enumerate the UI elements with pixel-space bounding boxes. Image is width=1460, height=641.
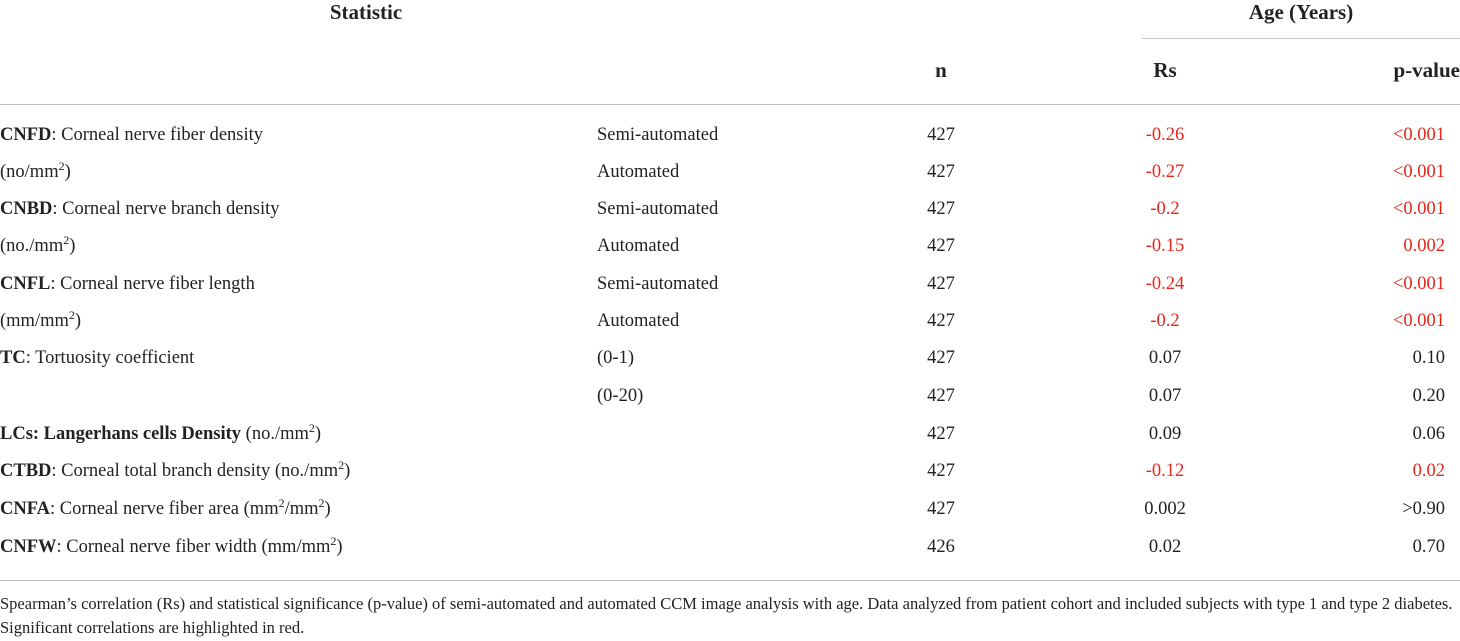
table-footnote: Spearman’s correlation (Rs) and statistical significance (p-value) of semi-automated and automated CCM image analysis with age. Data analyzed from patient cohort and included subjects with type 1 and type 2 diabetes. Significant correlations are highlighted in red. — [0, 594, 1453, 637]
unit-close: ) — [64, 162, 71, 182]
unit-superscript: 2 — [308, 421, 315, 435]
n-cell: 427 — [927, 348, 955, 368]
rs-cell: 0.02 — [1148, 537, 1182, 557]
rs-cell: -0.15 — [1145, 236, 1185, 256]
statistic-desc: : Corneal total branch density (no./mm — [51, 461, 339, 481]
unit-superscript: 2 — [63, 233, 70, 247]
p-value-cell: 0.06 — [1412, 424, 1445, 444]
method-cell: (0-20) — [597, 386, 644, 406]
statistic-abbr: CNBD — [0, 199, 53, 219]
header-p-value: p-value — [1393, 58, 1460, 82]
p-value-cell: 0.002 — [1403, 236, 1445, 256]
unit-superscript: 2 — [68, 308, 75, 322]
statistic-desc: : Corneal nerve fiber density — [51, 125, 264, 145]
statistic-desc: : Corneal nerve fiber length — [50, 274, 255, 294]
statistic-label — [0, 496, 331, 520]
header-divider — [0, 104, 1460, 105]
p-value-cell: >0.90 — [1402, 499, 1445, 519]
n-cell: 427 — [927, 199, 955, 219]
n-cell: 427 — [927, 125, 955, 145]
p-value-cell: 0.10 — [1412, 348, 1445, 368]
statistic-label — [0, 348, 194, 369]
table-row — [0, 348, 1460, 385]
method-cell: Semi-automated — [597, 125, 719, 145]
n-cell: 427 — [927, 311, 955, 331]
table-row — [0, 308, 1460, 348]
header-top-row — [0, 0, 1460, 40]
header-rs: Rs — [1153, 58, 1177, 82]
statistic-desc: : Corneal nerve fiber area (mm — [50, 499, 279, 519]
rs-cell: -0.2 — [1150, 311, 1180, 331]
table-row — [0, 458, 1460, 498]
rs-cell: -0.27 — [1145, 162, 1185, 182]
rs-cell: -0.2 — [1150, 199, 1180, 219]
unit-close: ) — [344, 461, 351, 481]
method-cell: Automated — [597, 236, 680, 256]
statistic-abbr: LCs: Langerhans cells Density — [0, 424, 242, 444]
p-value-cell: <0.001 — [1392, 125, 1445, 145]
unit-text: (no/mm — [0, 162, 59, 182]
statistic-desc: : Tortuosity coefficient — [25, 348, 195, 368]
unit-text: (no./mm — [0, 236, 64, 256]
n-cell: 426 — [927, 537, 955, 557]
unit-superscript: 2 — [278, 496, 285, 510]
rs-cell: 0.002 — [1144, 499, 1186, 519]
unit-text: (mm/mm — [0, 311, 69, 331]
statistic-desc: (no./mm — [241, 424, 309, 444]
method-cell: Automated — [597, 162, 680, 182]
statistic-abbr: CNFD — [0, 125, 52, 145]
table-row — [0, 274, 1460, 311]
unit-close: ) — [74, 311, 82, 331]
table-row — [0, 496, 1460, 536]
statistic-label — [0, 274, 255, 295]
p-value-cell: <0.001 — [1392, 162, 1445, 182]
table-row — [0, 199, 1460, 236]
table-row — [0, 386, 1460, 423]
n-cell: 427 — [927, 274, 955, 294]
statistic-abbr: CNFA — [0, 499, 51, 519]
header-n: n — [935, 58, 947, 82]
statistic-unit — [0, 233, 76, 257]
table-row — [0, 125, 1460, 162]
statistic-unit — [0, 308, 82, 332]
statistic-abbr: CTBD — [0, 461, 52, 481]
n-cell: 427 — [927, 386, 955, 406]
statistic-desc: : Corneal nerve fiber width (mm/mm — [56, 537, 331, 557]
p-value-cell: <0.001 — [1392, 274, 1445, 294]
rs-cell: 0.07 — [1148, 348, 1182, 368]
n-cell: 427 — [927, 499, 955, 519]
n-cell: 427 — [927, 236, 955, 256]
rs-cell: -0.12 — [1145, 461, 1185, 481]
unit-close: ) — [69, 236, 76, 256]
unit-close: ) — [336, 537, 343, 557]
rs-cell: -0.24 — [1145, 274, 1185, 294]
n-cell: 427 — [927, 461, 955, 481]
statistic-label — [0, 421, 322, 445]
statistic-label — [0, 458, 351, 482]
unit-superscript: 2 — [318, 496, 325, 510]
rs-cell: 0.09 — [1148, 424, 1182, 444]
statistic-label — [0, 534, 343, 558]
statistic-unit — [0, 159, 71, 183]
unit-close: ) — [324, 499, 331, 519]
unit-superscript: 2 — [58, 159, 65, 173]
statistic-abbr: CNFW — [0, 537, 57, 557]
unit-superscript: 2 — [338, 458, 345, 472]
unit-text: /mm — [284, 499, 319, 519]
header-age-years: Age (Years) — [1248, 0, 1354, 24]
unit-close: ) — [314, 424, 322, 444]
rs-cell: 0.07 — [1148, 386, 1182, 406]
table-row — [0, 159, 1460, 199]
statistic-abbr: TC — [0, 348, 26, 368]
p-value-cell: <0.001 — [1392, 311, 1445, 331]
p-value-cell: 0.02 — [1412, 461, 1445, 481]
table-row — [0, 421, 1460, 461]
statistic-desc: : Corneal nerve branch density — [52, 199, 280, 219]
method-cell: (0-1) — [597, 348, 634, 368]
p-value-cell: 0.70 — [1412, 537, 1445, 557]
table-row — [0, 534, 1460, 574]
p-value-cell: <0.001 — [1392, 199, 1445, 219]
statistic-label — [0, 199, 279, 220]
p-value-cell: 0.20 — [1412, 386, 1445, 406]
method-cell: Semi-automated — [597, 199, 719, 219]
header-statistic: Statistic — [329, 0, 403, 24]
table-bottom-rule — [0, 580, 1460, 581]
age-group-rule — [1142, 38, 1460, 39]
n-cell: 427 — [927, 162, 955, 182]
rs-cell: -0.26 — [1145, 125, 1185, 145]
method-cell: Semi-automated — [597, 274, 719, 294]
table-row — [0, 233, 1460, 273]
statistic-label — [0, 125, 263, 146]
n-cell: 427 — [927, 424, 955, 444]
method-cell: Automated — [597, 311, 680, 331]
statistic-abbr: CNFL — [0, 274, 51, 294]
unit-superscript: 2 — [330, 534, 337, 548]
